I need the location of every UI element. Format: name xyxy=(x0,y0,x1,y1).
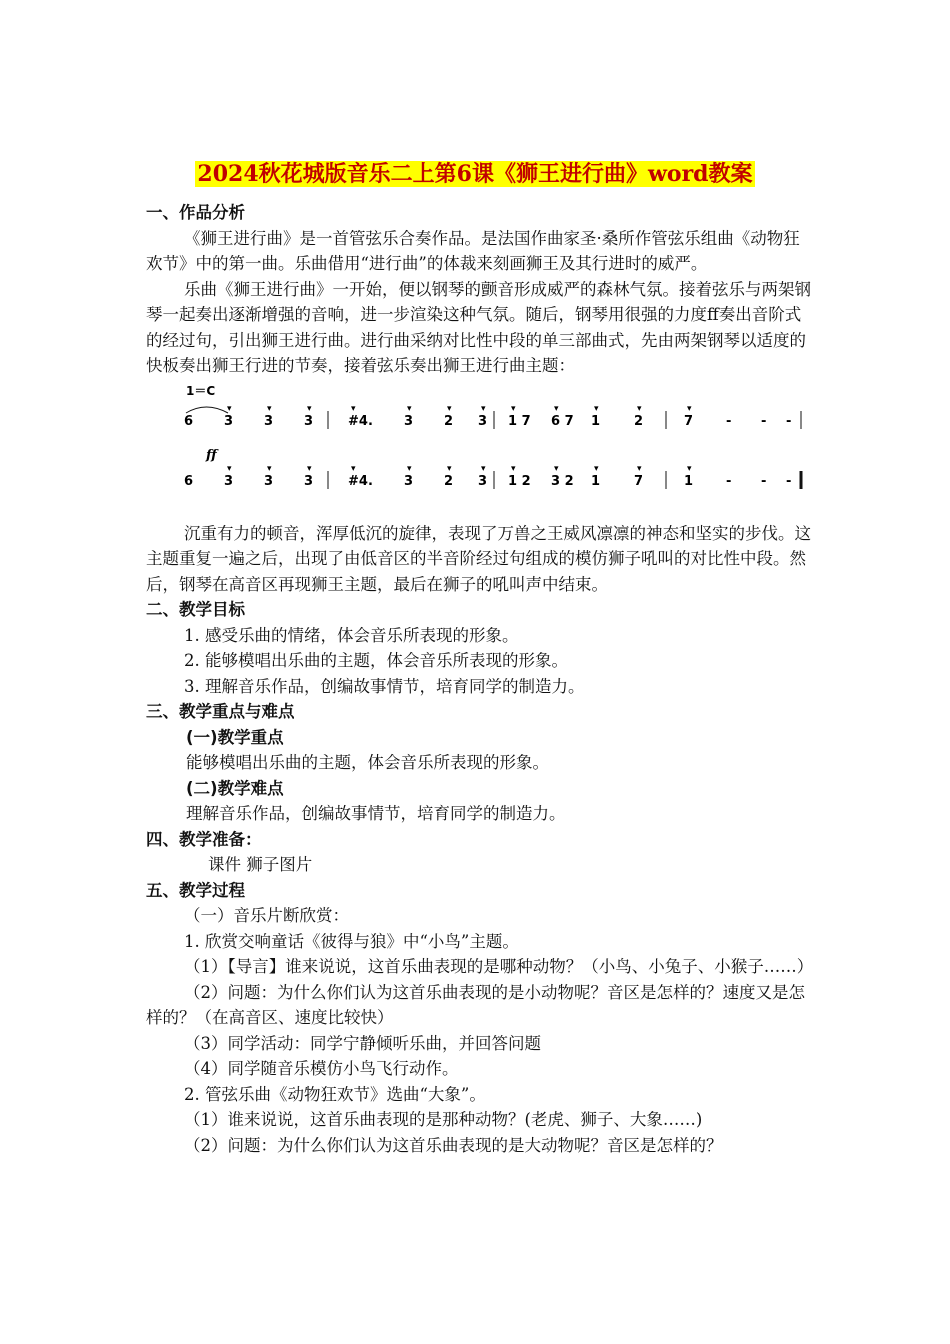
score-row-2-note: 3 xyxy=(304,473,314,489)
score-slur xyxy=(186,407,228,413)
score-row-2-staccato-mark: ▾ xyxy=(267,463,272,474)
score-row-1-note: 2 xyxy=(634,413,644,429)
score-row-1-note: 3 xyxy=(404,413,414,429)
goal-item-1: 1. 感受乐曲的情绪，体会音乐所表现的形象。 xyxy=(184,625,519,645)
score-row-1-note: 1 xyxy=(591,413,601,429)
score-row-2-note: 1 2 xyxy=(508,473,531,489)
score-row-1-staccato-mark: ▾ xyxy=(554,403,559,414)
score-row-1-note: 3 xyxy=(224,413,234,429)
score-row-1-staccato-mark: ▾ xyxy=(447,403,452,414)
document-body xyxy=(146,200,814,1158)
score-row-2-note: 3 2 xyxy=(551,473,574,489)
score-row-2-staccato-mark: ▾ xyxy=(481,463,486,474)
section-1-paragraph-3: 沉重有力的顿音，浑厚低沉的旋律，表现了万兽之王威风凛凛的神态和坚实的步伐。这主题重复一遍之后，出现了由低音区的半音阶经过句组成的模仿狮子吼叫的对比性中段。然后，钢琴在高音区再现狮王主题，最后在狮子的吼叫声中结束。 xyxy=(146,523,811,594)
score-row-1-note: 3 xyxy=(264,413,274,429)
score-row-1-note: 3 xyxy=(478,413,488,429)
score-row-2-staccato-mark: ▾ xyxy=(687,463,692,474)
score-row-1-note: #4. xyxy=(348,413,373,429)
score-row-1-staccato-mark: ▾ xyxy=(407,403,412,414)
score-key: 1＝C xyxy=(186,383,216,398)
score-row-1-note: 7 xyxy=(684,413,694,429)
score-row-2-note: 3 xyxy=(478,473,488,489)
section-3-sub-2: (二)教学难点 xyxy=(186,778,284,798)
process-line-5: （3）同学活动：同学宁静倾听乐曲，并回答问题 xyxy=(184,1033,541,1053)
score-row-1-staccato-mark: ▾ xyxy=(594,403,599,414)
document-title: 2024秋花城版音乐二上第6课《狮王进行曲》word教案 xyxy=(197,161,753,187)
score-row-2-staccato-mark: ▾ xyxy=(227,463,232,474)
score-row-2-staccato-mark: ▾ xyxy=(447,463,452,474)
score-row-1-staccato-mark: ▾ xyxy=(227,403,232,414)
process-line-6: （4）同学随音乐模仿小鸟飞行动作。 xyxy=(184,1059,459,1078)
score-row-2-staccato-mark: ▾ xyxy=(511,463,516,474)
score-row-2-note: 7 xyxy=(634,473,644,489)
score-row-1-staccato-mark: ▾ xyxy=(511,403,516,414)
score-row-2-note: 6 xyxy=(184,473,194,489)
score-row-2-note: - xyxy=(786,473,792,489)
score-row-1 xyxy=(184,404,801,429)
section-4-text: 课件 狮子图片 xyxy=(208,855,313,874)
score-row-1-note: 1 7 xyxy=(508,413,531,429)
score-row-2-note: 3 xyxy=(264,473,274,489)
score-row-2-staccato-mark: ▾ xyxy=(554,463,559,474)
score-row-1-note: 6 7 xyxy=(551,413,574,429)
score-row-2-staccato-mark: ▾ xyxy=(594,463,599,474)
score-row-1-note: - xyxy=(786,413,792,429)
score-row-1-staccato-mark: ▾ xyxy=(307,403,312,414)
score-row-2-staccato-mark: ▾ xyxy=(307,463,312,474)
process-line-7: 2. 管弦乐曲《动物狂欢节》选曲“大象”。 xyxy=(184,1084,486,1104)
section-1-paragraph-1: 《狮王进行曲》是一首管弦乐合奏作品。是法国作曲家圣·桑所作管弦乐组曲《动物狂欢节》中的第一曲。乐曲借用“进行曲”的体裁来刻画狮王及其行进时的威严。 xyxy=(146,228,800,273)
score-row-1-staccato-mark: ▾ xyxy=(637,403,642,414)
score-row-2-note: 1 xyxy=(591,473,601,489)
section-2-heading: 二、教学目标 xyxy=(146,600,245,619)
score-row-1-note: - xyxy=(761,413,767,429)
score-row-2-note: - xyxy=(726,473,732,489)
score-row-1-note: 3 xyxy=(304,413,314,429)
score-row-1-staccato-mark: ▾ xyxy=(687,403,692,414)
score-row-2-note: 2 xyxy=(444,473,454,489)
section-5-heading: 五、教学过程 xyxy=(146,880,245,900)
process-line-1: （一）音乐片断欣赏： xyxy=(184,906,349,925)
section-3-sub-1-text: 能够模唱出乐曲的主题，体会音乐所表现的形象。 xyxy=(186,753,549,772)
score-row-1-note: 6 xyxy=(184,413,194,429)
section-1-heading: 一、作品分析 xyxy=(146,203,245,222)
goal-item-2: 2. 能够模唱出乐曲的主题，体会音乐所表现的形象。 xyxy=(184,651,568,670)
section-3-heading: 三、教学重点与难点 xyxy=(146,702,295,721)
score-row-2-staccato-mark: ▾ xyxy=(407,463,412,474)
process-line-3: （1）【导言】谁来说说，这首乐曲表现的是哪种动物？（小鸟、小兔子、小猴子……） xyxy=(184,957,814,976)
score-row-1-staccato-mark: ▾ xyxy=(481,403,486,414)
section-3-sub-1: (一)教学重点 xyxy=(186,727,284,747)
score-row-2-staccato-mark: ▾ xyxy=(637,463,642,474)
score-row-1-staccato-mark: ▾ xyxy=(267,403,272,414)
score-row-2-note: - xyxy=(761,473,767,489)
score-row-2-staccato-mark: ▾ xyxy=(351,463,356,474)
section-3-sub-2-text: 理解音乐作品，创编故事情节，培育同学的制造力。 xyxy=(186,804,566,823)
section-1-paragraph-2: 乐曲《狮王进行曲》一开始，便以钢琴的颤音形成威严的森林气氛。接着弦乐与两架钢琴一起奏出逐渐增强的音响，进一步渲染这种气氛。随后，钢琴用很强的力度ff奏出音阶式的经过句，引出狮王进行曲。进行曲采纳对比性中段的单三部曲式，先由两架钢琴以适度的快板奏出狮王行进的节奏，接着弦乐奏出狮王进行曲主题： xyxy=(146,279,811,375)
score-dynamic-ff: ff xyxy=(206,447,217,463)
process-line-4: （2）问题：为什么你们认为这首乐曲表现的是小动物呢？音区是怎样的？速度又是怎样的？（在高音区、速度比较快） xyxy=(146,982,805,1027)
section-4-heading: 四、教学准备： xyxy=(146,829,262,849)
score-row-2-note: 1 xyxy=(684,473,694,489)
score-row-2-note: 3 xyxy=(224,473,234,489)
music-score-svg xyxy=(156,381,806,511)
score-row-1-note: - xyxy=(726,413,732,429)
music-score xyxy=(146,381,811,513)
process-line-8: （1）谁来说说，这首乐曲表现的是那种动物？(老虎、狮子、大象……) xyxy=(184,1110,703,1129)
document-title-wrap xyxy=(0,158,950,190)
score-row-1-staccato-mark: ▾ xyxy=(351,403,356,414)
score-row-2-note: 3 xyxy=(404,473,414,489)
process-line-9: （2）问题：为什么你们认为这首乐曲表现的是大动物呢？音区是怎样的？ xyxy=(184,1135,723,1155)
process-line-2: 1. 欣赏交响童话《彼得与狼》中“小鸟”主题。 xyxy=(184,931,519,951)
goal-item-3: 3. 理解音乐作品，创编故事情节，培育同学的制造力。 xyxy=(184,676,585,696)
score-row-1-note: 2 xyxy=(444,413,454,429)
score-row-2-note: #4. xyxy=(348,473,373,489)
score-row-2 xyxy=(184,448,801,489)
